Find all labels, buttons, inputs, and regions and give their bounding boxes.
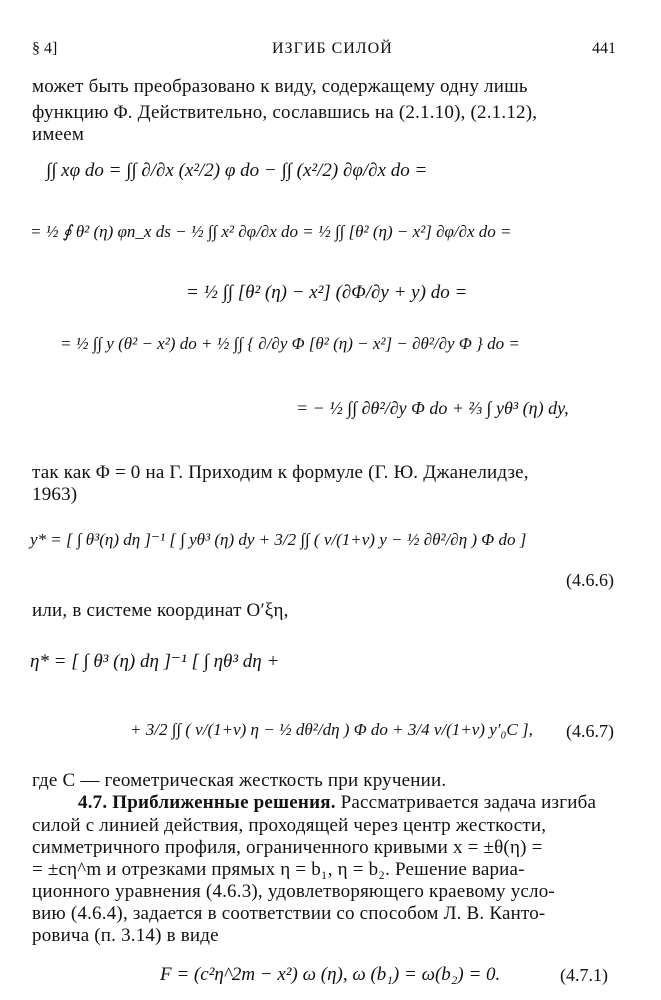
equation-line: ∫∫ xφ do = ∫∫ ∂/∂x (x²/2) φ do − ∫∫ (x²/2) ∂φ/∂x do =: [46, 160, 428, 181]
text-line: = ±cη^m и отрезками прямых η = b₁, η = b₂. Решение вариа-: [32, 859, 525, 880]
text-line: симметричного профиля, ограниченного кривыми x = ±θ(η) =: [32, 837, 543, 858]
page-number: 441: [592, 40, 616, 57]
text-fragment: Рассматривается задача изгиба: [340, 792, 597, 813]
equation-4-6-7-line2: + 3/2 ∫∫ ( ν/(1+ν) η − ½ dθ²/dη ) Φ do + 3/4 ν/(1+ν) y′₀C ],: [130, 720, 533, 739]
equation-line: = − ½ ∫∫ ∂θ²/∂y Φ do + ⅔ ∫ yθ³ (η) dy,: [296, 398, 569, 418]
equation-4-6-6: y* = [ ∫ θ³(η) dη ]⁻¹ [ ∫ yθ³ (η) dy + 3/2 ∫∫ ( ν/(1+ν) y − ½ ∂θ²/∂η ) Φ do ]: [30, 530, 527, 549]
text-line: вию (4.6.4), задается в соответствии со способом Л. В. Канто-: [32, 903, 546, 924]
text-line: или, в системе координат O′ξη,: [32, 600, 289, 621]
text-line: так как Φ = 0 на Γ. Приходим к формуле (Г. Ю. Джанелидзе,: [32, 462, 529, 483]
equation-4-7-1: F = (c²η^2m − x²) ω (η), ω (b₁) = ω(b₂) = 0.: [160, 964, 501, 985]
running-title: ИЗГИБ СИЛОЙ: [272, 40, 393, 57]
equation-line: = ½ ∫∫ [θ² (η) − x²] (∂Φ/∂y + y) do =: [186, 282, 468, 303]
text-line: где C — геометрическая жесткость при кручении.: [32, 770, 447, 791]
equation-label: (4.7.1): [560, 965, 608, 985]
equation-label: (4.6.7): [566, 721, 614, 741]
section-heading: 4.7. Приближенные решения.: [78, 792, 336, 813]
equation-4-6-7-line1: η* = [ ∫ θ³ (η) dη ]⁻¹ [ ∫ ηθ³ dη +: [30, 651, 280, 672]
text-line: ционного уравнения (4.6.3), удовлетворяющего краевому усло-: [32, 881, 555, 902]
text-line: 1963): [32, 484, 78, 505]
equation-line: = ½ ∮ θ² (η) φn_x ds − ½ ∫∫ x² ∂φ/∂x do = ½ ∫∫ [θ² (η) − x²] ∂φ/∂x do =: [30, 222, 512, 241]
equation-label: (4.6.6): [566, 570, 614, 590]
text-line: имеем: [32, 124, 85, 145]
section-heading-line: [78, 792, 596, 814]
text-line: силой с линией действия, проходящей через центр жесткости,: [32, 815, 547, 836]
text-line: ровича (п. 3.14) в виде: [32, 925, 219, 946]
text-line: функцию Φ. Действительно, сославшись на (2.1.10), (2.1.12),: [32, 102, 538, 123]
section-mark: § 4]: [32, 40, 58, 57]
text-line: может быть преобразовано к виду, содержащему одну лишь: [32, 76, 528, 97]
equation-line: = ½ ∫∫ y (θ² − x²) do + ½ ∫∫ { ∂/∂y Φ [θ² (η) − x²] − ∂θ²/∂y Φ } do =: [60, 334, 520, 353]
